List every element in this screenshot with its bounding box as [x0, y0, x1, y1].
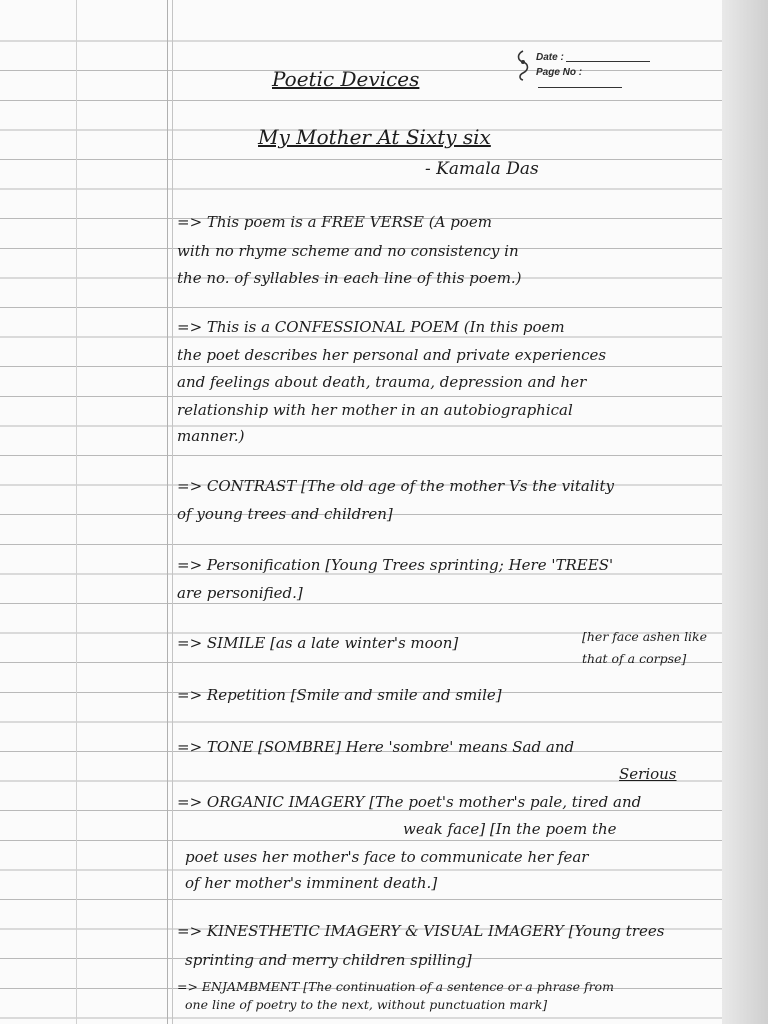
page-edge	[722, 0, 768, 1024]
page-no-label: Page No :	[536, 67, 583, 78]
date-page-stamp	[514, 46, 666, 86]
page-fold-line	[76, 0, 77, 1024]
note-line: => This is a CONFESSIONAL POEM (In this poem	[177, 318, 565, 336]
note-line: of young trees and children]	[177, 505, 393, 523]
note-line: => ORGANIC IMAGERY [The poet's mother's pale, tired and	[177, 793, 642, 811]
page-no-row	[536, 67, 666, 89]
note-line: the no. of syllables in each line of this poem.)	[177, 269, 522, 287]
notebook-logo-icon	[514, 48, 532, 82]
note-line: are personified.]	[177, 584, 303, 602]
date-row	[536, 52, 650, 63]
note-line: manner.)	[177, 427, 245, 445]
margin-line-inner	[172, 0, 173, 1024]
note-line: => Repetition [Smile and smile and smile]	[177, 686, 502, 704]
date-label: Date :	[536, 52, 564, 63]
poem-title: My Mother At Sixty six	[258, 125, 491, 149]
note-line: => TONE [SOMBRE] Here 'sombre' means Sad and	[177, 738, 575, 756]
note-line: => This poem is a FREE VERSE (A poem	[177, 213, 492, 231]
note-line: => CONTRAST [The old age of the mother Vs the vitality	[177, 477, 614, 495]
note-line: one line of poetry to the next, without punctuation mark]	[185, 997, 548, 1012]
note-line: sprinting and merry children spilling]	[185, 951, 472, 969]
poet-name: - Kamala Das	[425, 159, 539, 179]
note-aside: [her face ashen like	[582, 629, 708, 644]
note-line: poet uses her mother's face to communicate her fear	[185, 848, 589, 866]
note-aside: that of a corpse]	[582, 651, 687, 666]
note-line: and feelings about death, trauma, depression and her	[177, 373, 587, 391]
note-line: => KINESTHETIC IMAGERY & VISUAL IMAGERY [Young trees	[177, 922, 665, 940]
note-line: => SIMILE [as a late winter's moon]	[177, 634, 459, 652]
note-line: the poet describes her personal and private experiences	[177, 346, 607, 364]
note-line: relationship with her mother in an autobiographical	[177, 401, 573, 419]
margin-line	[167, 0, 168, 1024]
note-line: => ENJAMBMENT [The continuation of a sentence or a phrase from	[177, 979, 614, 994]
note-line: => Personification [Young Trees sprinting; Here 'TREES'	[177, 556, 614, 574]
note-line: of her mother's imminent death.]	[185, 874, 438, 892]
note-line: with no rhyme scheme and no consistency in	[177, 242, 519, 260]
note-line: Serious	[619, 765, 677, 783]
note-line: weak face] [In the poem the	[403, 820, 617, 838]
page-title: Poetic Devices	[272, 67, 420, 91]
